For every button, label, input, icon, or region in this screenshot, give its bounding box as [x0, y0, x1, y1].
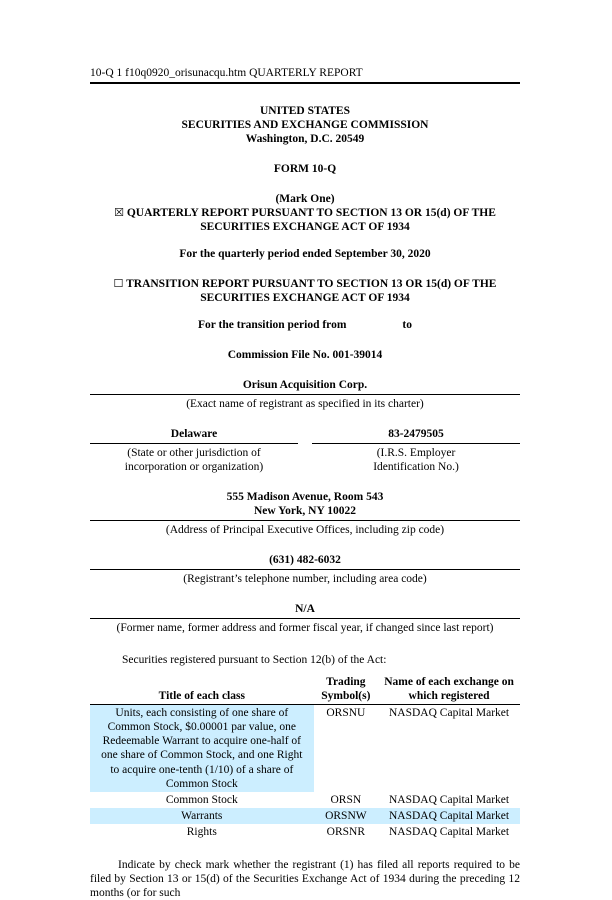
rights-exchange-cell: NASDAQ Capital Market: [389, 825, 510, 838]
irs-rule: [312, 443, 520, 444]
irs-employer-id: 83-2479505: [388, 428, 444, 441]
common-stock-class-cell: Common Stock: [165, 793, 238, 806]
irs-caption-line2: Identification No.): [373, 461, 459, 474]
former-name-rule: [90, 618, 520, 619]
jurisdiction-column: [90, 427, 298, 474]
table-header-row: [90, 675, 520, 705]
table-row-rights: [90, 824, 520, 840]
header-title-of-each-class: Title of each class: [90, 675, 314, 705]
irs-column: [312, 427, 520, 474]
warrants-class-cell: Warrants: [90, 808, 314, 824]
telephone-rule: [90, 569, 520, 570]
header-trading-symbol: Trading Symbol(s): [314, 675, 379, 705]
quarterly-report-statement: [90, 206, 520, 234]
registrant-name: Orisun Acquisition Corp.: [242, 379, 368, 392]
jurisdiction-irs-row: [90, 427, 520, 474]
quarterly-period-line: For the quarterly period ended September 30, 2020: [179, 248, 431, 261]
table-row-units: [90, 705, 520, 792]
form-title: FORM 10-Q: [273, 163, 337, 176]
registrant-caption: (Exact name of registrant as specified in its charter): [186, 398, 424, 411]
transition-report-text: TRANSITION REPORT PURSUANT TO SECTION 13 OR 15(d) OF THE SECURITIES EXCHANGE ACT OF 1934: [126, 278, 497, 305]
rights-symbol-cell: ORSNR: [326, 825, 366, 838]
common-stock-exchange-cell: NASDAQ Capital Market: [389, 793, 510, 806]
irs-caption-line1: (I.R.S. Employer: [376, 447, 456, 460]
address-rule: [90, 520, 520, 521]
telephone-number: (631) 482-6032: [269, 554, 341, 567]
table-row-common-stock: [90, 792, 520, 808]
units-class-cell: Units, each consisting of one share of Common Stock, $0.00001 par value, one Redeemable Warrant to acquire one-half of one share of Common Stock, and one Right to acquire one-tenth (1/10) of a share of Common Stock: [90, 705, 314, 792]
former-name-caption: (Former name, former address and former fiscal year, if changed since last report): [116, 622, 494, 635]
transition-period-to: to: [402, 319, 412, 332]
table-row-warrants: [90, 808, 520, 824]
commission-line2: SECURITIES AND EXCHANGE COMMISSION: [181, 119, 429, 132]
address-line1: 555 Madison Avenue, Room 543: [226, 491, 384, 504]
warrants-symbol-cell: ORSNW: [314, 808, 379, 824]
jurisdiction-caption-line1: (State or other jurisdiction of: [127, 447, 261, 460]
transition-period-prefix: For the transition period from: [197, 319, 347, 332]
securities-registered-line: Securities registered pursuant to Section 12(b) of the Act:: [122, 654, 387, 667]
commission-file-number: Commission File No. 001-39014: [227, 349, 383, 362]
units-symbol-cell: ORSNU: [326, 707, 366, 720]
warrants-exchange-cell: NASDAQ Capital Market: [378, 808, 520, 824]
header-exchange-name: Name of each exchange on which registered: [378, 675, 520, 705]
unchecked-checkbox-icon: ☐: [113, 277, 124, 291]
former-name-value: N/A: [295, 603, 315, 616]
state-of-incorporation: Delaware: [170, 428, 218, 441]
address-line2: New York, NY 10022: [253, 505, 356, 518]
commission-line3: Washington, D.C. 20549: [245, 133, 365, 146]
transition-report-statement: [90, 277, 520, 305]
edgar-file-header: 10-Q 1 f10q0920_orisunacqu.htm QUARTERLY REPORT: [90, 66, 520, 84]
check-mark-paragraph: Indicate by check mark whether the registrant (1) has filed all reports required to be filed by Section 13 or 15(d) of the Securities Exchange Act of 1934 during the preceding 12 months (or for such: [90, 858, 520, 899]
checked-checkbox-icon: ☒: [114, 206, 124, 220]
commission-line1: UNITED STATES: [259, 105, 350, 118]
units-exchange-cell: NASDAQ Capital Market: [389, 707, 510, 720]
registrant-rule: [90, 394, 520, 395]
address-caption: (Address of Principal Executive Offices, including zip code): [165, 524, 445, 537]
common-stock-symbol-cell: ORSN: [330, 793, 362, 806]
mark-one-label: (Mark One): [275, 193, 335, 206]
securities-table: [90, 675, 520, 839]
jurisdiction-caption-line2: incorporation or organization): [124, 461, 264, 474]
jurisdiction-rule: [90, 443, 298, 444]
telephone-caption: (Registrant’s telephone number, including area code): [183, 573, 427, 586]
rights-class-cell: Rights: [186, 825, 217, 838]
transition-period-line: [90, 318, 520, 332]
quarterly-report-text: QUARTERLY REPORT PURSUANT TO SECTION 13 OR 15(d) OF THE SECURITIES EXCHANGE ACT OF 1934: [126, 207, 496, 234]
